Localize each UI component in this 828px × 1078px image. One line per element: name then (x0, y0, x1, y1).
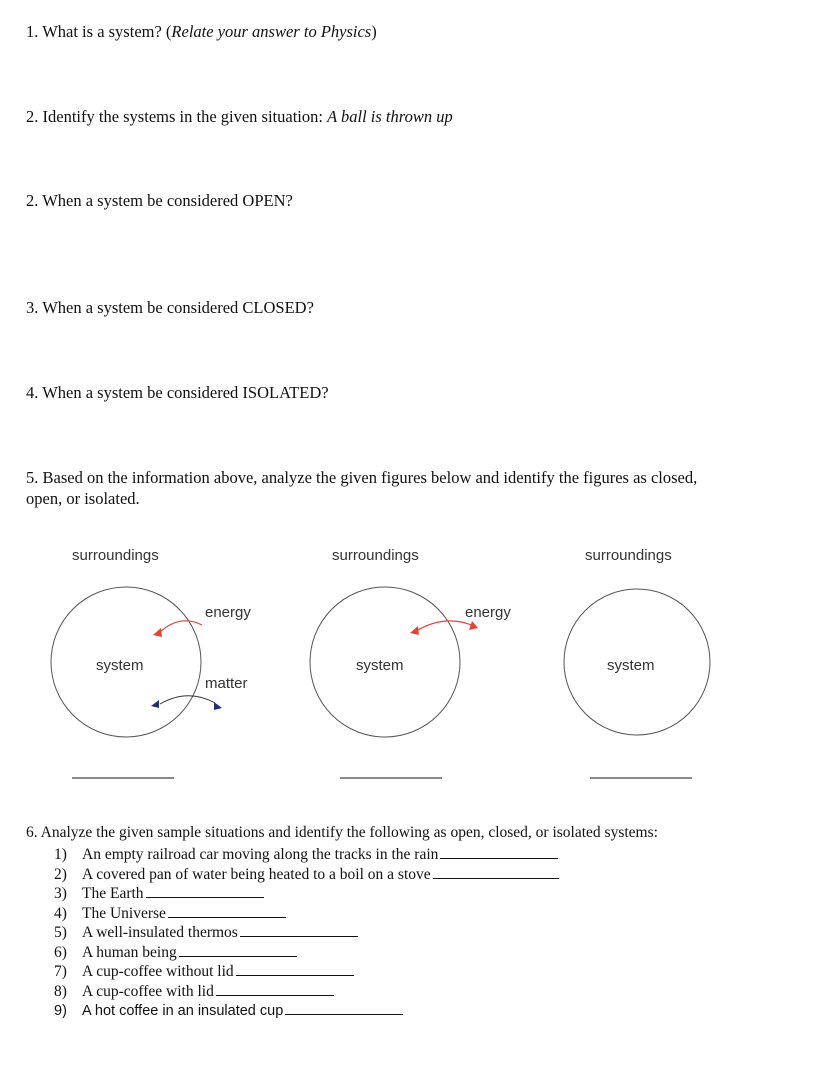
list-item: 4) The Universe (54, 904, 559, 924)
answer-blank[interactable] (168, 904, 286, 918)
energy-arrowhead-in (410, 626, 419, 635)
list-item: 7) A cup-coffee without lid (54, 962, 559, 982)
matter-path (160, 696, 215, 704)
energy-arrow (160, 621, 202, 632)
list-item: 3) The Earth (54, 884, 559, 904)
question-figures: 5. Based on the information above, analyze the given figures below and identify the figures as closed, open, or isolated. (26, 468, 698, 508)
answer-blank[interactable] (236, 962, 354, 976)
question-2: 2. Identify the systems in the given situation: A ball is thrown up (26, 107, 453, 126)
question-isolated: 4. When a system be considered ISOLATED? (26, 383, 329, 402)
question-open: 2. When a system be considered OPEN? (26, 191, 293, 210)
figure-1-open (51, 547, 251, 737)
answer-blank[interactable] (179, 943, 297, 957)
question-closed: 3. When a system be considered CLOSED? (26, 298, 314, 317)
energy-arrowhead-out (469, 621, 478, 630)
question-1: 1. What is a system? (Relate your answer to Physics) (26, 22, 377, 41)
figure-3-isolated (564, 547, 710, 735)
list-item: 2) A covered pan of water being heated to a boil on a stove (54, 865, 559, 885)
answer-blank[interactable] (433, 865, 559, 879)
answer-blank[interactable] (285, 1001, 403, 1015)
list-item: 9) A hot coffee in an insulated cup (54, 1001, 559, 1021)
answer-blank[interactable] (240, 923, 358, 937)
answer-blank[interactable] (440, 845, 558, 859)
system-label: system (96, 657, 144, 674)
system-figures (0, 536, 828, 786)
list-item: 8) A cup-coffee with lid (54, 982, 559, 1002)
matter-arrowhead-in (151, 700, 159, 708)
energy-arrow (418, 621, 474, 630)
energy-arrowhead (153, 628, 162, 637)
energy-label: energy (465, 604, 511, 621)
energy-label: energy (205, 604, 251, 621)
surroundings-label: surroundings (332, 547, 419, 564)
answer-blank[interactable] (146, 884, 264, 898)
figure-2-closed (310, 547, 511, 737)
answer-blank[interactable] (216, 982, 334, 996)
question-situations: 6. Analyze the given sample situations and identify the following as open, closed, or isolated systems: (26, 824, 658, 841)
system-label: system (356, 657, 404, 674)
list-item: 1) An empty railroad car moving along the tracks in the rain (54, 845, 559, 865)
list-item: 5) A well-insulated thermos (54, 923, 559, 943)
list-item: 6) A human being (54, 943, 559, 963)
matter-arrowhead-out (214, 702, 222, 710)
surroundings-label: surroundings (72, 547, 159, 564)
system-label: system (607, 657, 655, 674)
situations-list (54, 845, 559, 1021)
matter-label: matter (205, 675, 248, 692)
surroundings-label: surroundings (585, 547, 672, 564)
